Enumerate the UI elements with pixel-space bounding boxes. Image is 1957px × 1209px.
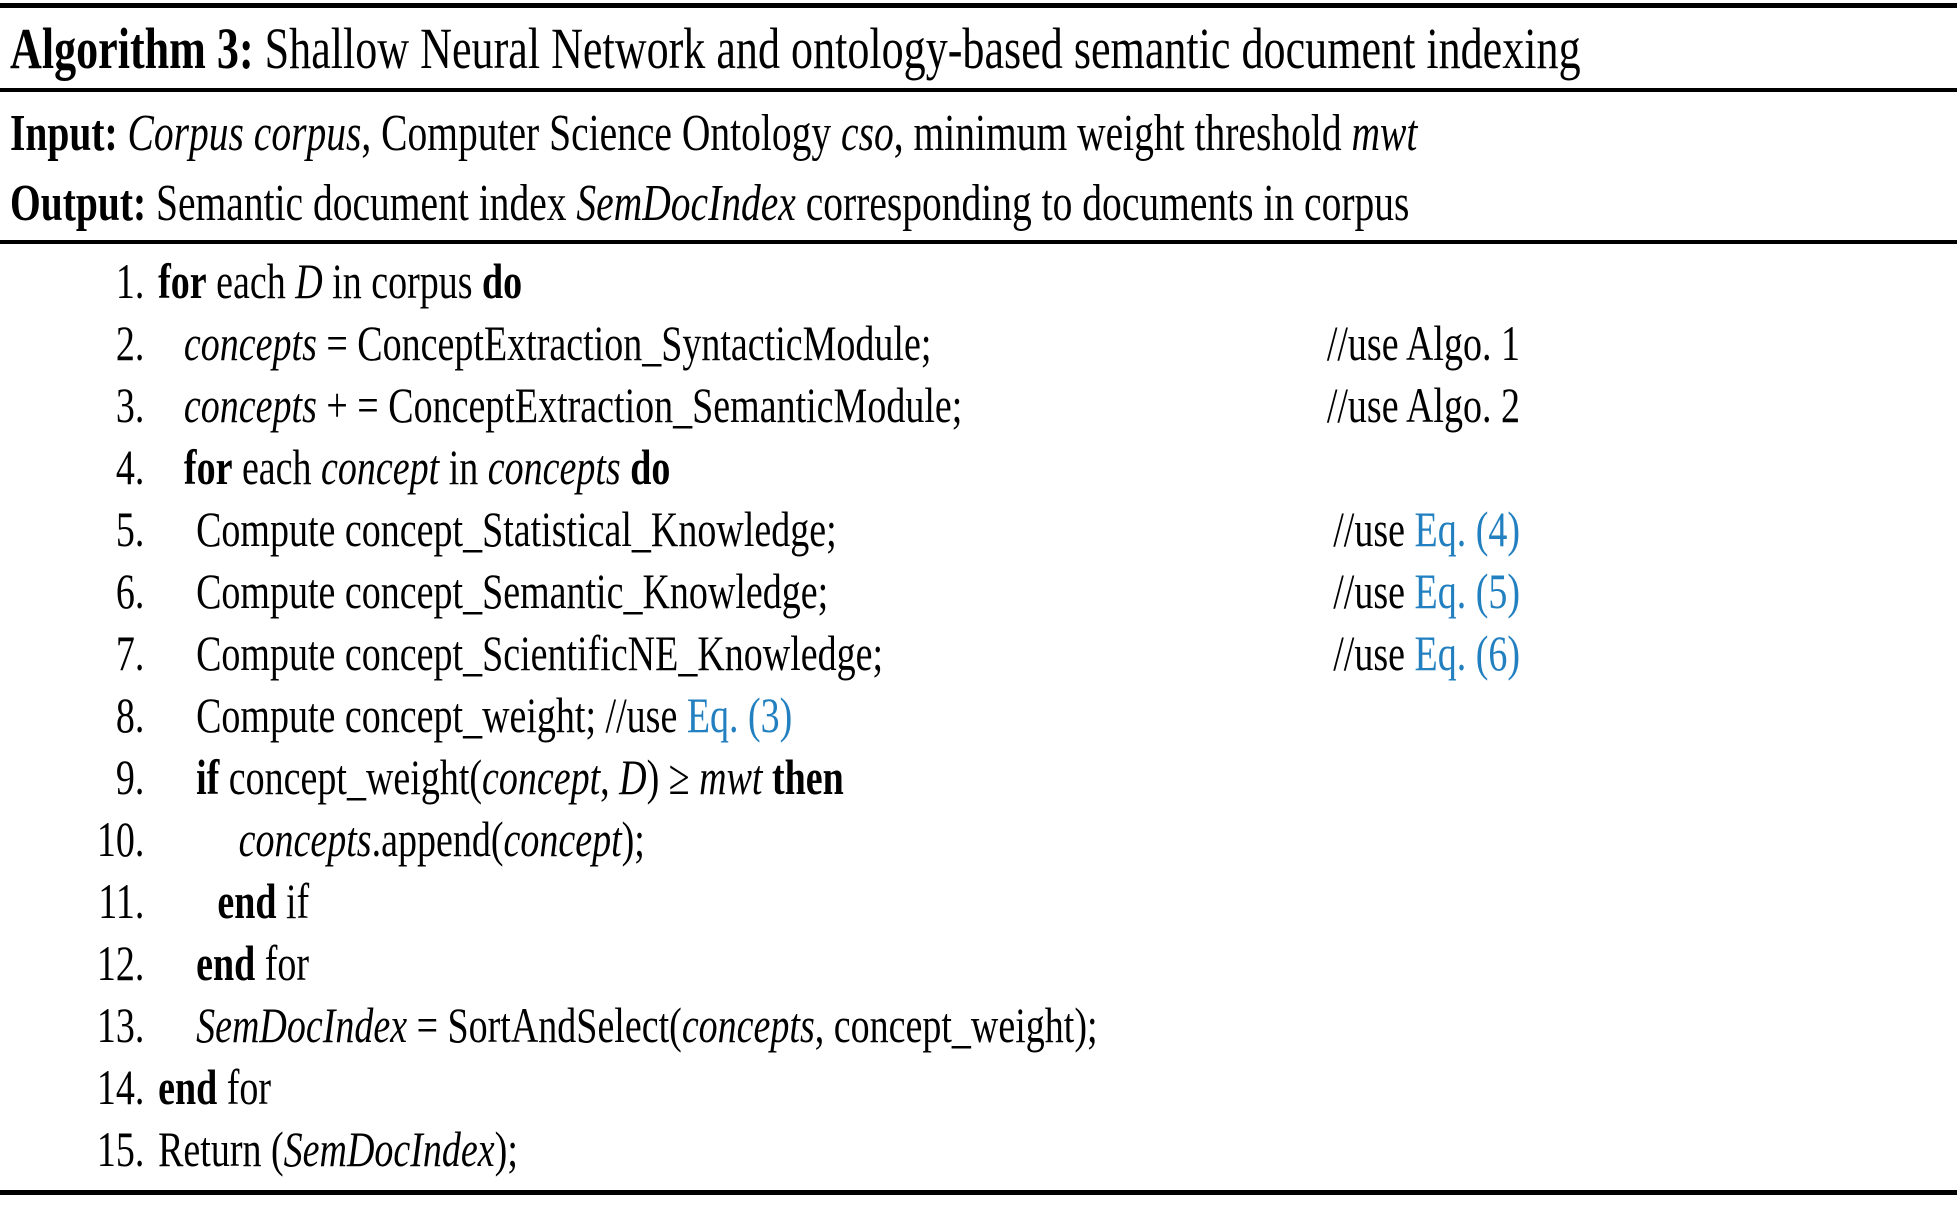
input-row xyxy=(10,98,1957,168)
line-number: 10. xyxy=(96,811,145,867)
text-segment: SemDocIndex xyxy=(283,1121,495,1177)
code-comment xyxy=(1333,498,1520,560)
code-text xyxy=(144,1056,271,1118)
line-number: 15. xyxy=(96,1121,145,1177)
text-segment: concept xyxy=(321,439,440,495)
text-segment: = ConceptExtraction_SyntacticModule; xyxy=(316,315,932,371)
text-segment: Return ( xyxy=(158,1121,284,1177)
text-segment: //use Algo. 1 xyxy=(1326,315,1520,371)
text-segment: ) ≥ xyxy=(646,749,700,805)
code-text xyxy=(144,560,828,622)
text-segment: in corpus xyxy=(322,253,483,309)
code-line xyxy=(0,746,1957,808)
code-comment xyxy=(1333,622,1520,684)
code-line xyxy=(0,374,1957,436)
text-segment: Compute concept_ScientificNE_Knowledge; xyxy=(196,625,884,681)
code-line xyxy=(0,808,1957,870)
text-segment: end xyxy=(158,1059,218,1115)
text-segment: concepts xyxy=(487,439,621,495)
bottom-rule xyxy=(0,1190,1957,1195)
text-segment: //use xyxy=(1333,563,1415,619)
line-number: 9. xyxy=(115,749,145,805)
text-segment: Compute concept_weight; //use xyxy=(196,687,687,743)
code-text xyxy=(144,312,931,374)
code-comment xyxy=(1333,560,1520,622)
text-segment: concept xyxy=(503,811,622,867)
line-number: 8. xyxy=(115,687,145,743)
text-segment: Input: xyxy=(10,104,118,162)
text-segment: concepts xyxy=(183,315,317,371)
code-text xyxy=(144,994,1097,1056)
text-segment: if xyxy=(276,873,310,929)
code-line xyxy=(0,250,1957,312)
line-number: 1. xyxy=(115,253,145,309)
code-text xyxy=(144,684,792,746)
code-line xyxy=(0,1056,1957,1118)
code-line xyxy=(0,994,1957,1056)
code-line xyxy=(0,1118,1957,1180)
text-segment: D xyxy=(295,253,323,309)
pseudocode-body xyxy=(0,244,1957,1180)
line-number: 14. xyxy=(96,1059,145,1115)
text-segment: , concept_weight); xyxy=(814,997,1098,1053)
code-line xyxy=(0,312,1957,374)
text-segment: each xyxy=(206,253,296,309)
code-line-flex xyxy=(0,746,1520,808)
code-line-flex xyxy=(0,932,1520,994)
code-text xyxy=(144,622,883,684)
text-segment: do xyxy=(482,253,523,309)
code-text xyxy=(144,1118,517,1180)
text-segment: .append( xyxy=(371,811,504,867)
code-line-flex xyxy=(0,374,1520,436)
code-line-flex xyxy=(0,808,1520,870)
code-text xyxy=(144,498,836,560)
output-line xyxy=(10,174,1409,233)
line-number: 6. xyxy=(115,563,145,619)
text-segment: do xyxy=(630,439,671,495)
code-line-flex xyxy=(0,250,1520,312)
text-segment: Semantic document index xyxy=(146,174,577,232)
text-segment: then xyxy=(771,749,844,805)
algorithm-box xyxy=(0,3,1957,1195)
text-segment: , xyxy=(600,749,620,805)
text-segment: //use Algo. 2 xyxy=(1326,377,1520,433)
text-segment: Algorithm 3: xyxy=(10,15,254,81)
text-segment: , Computer Science Ontology xyxy=(361,104,842,162)
code-text xyxy=(144,932,309,994)
code-line xyxy=(0,932,1957,994)
text-segment: each xyxy=(232,439,322,495)
text-segment: concepts xyxy=(183,377,317,433)
text-segment: SemDocIndex xyxy=(576,174,796,232)
text-segment: , minimum weight threshold xyxy=(893,104,1352,162)
text-segment xyxy=(762,749,772,805)
code-line-flex xyxy=(0,870,1520,932)
code-line xyxy=(0,622,1957,684)
text-segment: Compute concept_Semantic_Knowledge; xyxy=(196,563,829,619)
text-segment: end xyxy=(217,873,277,929)
code-line-flex xyxy=(0,684,1520,746)
text-segment: concepts xyxy=(681,997,815,1053)
line-number: 12. xyxy=(96,935,145,991)
code-line-flex xyxy=(0,560,1520,622)
text-segment xyxy=(118,105,128,162)
text-segment: end xyxy=(196,935,256,991)
code-comment xyxy=(1327,312,1520,374)
line-number: 7. xyxy=(115,625,145,681)
eq-reference-link[interactable]: Eq. (5) xyxy=(1414,563,1520,619)
text-segment: Compute concept_Statistical_Knowledge; xyxy=(196,501,837,557)
text-segment: for xyxy=(183,439,233,495)
line-number: 11. xyxy=(98,873,145,929)
code-line-flex xyxy=(0,498,1520,560)
text-segment: concepts xyxy=(238,811,372,867)
algorithm-title xyxy=(10,15,1581,82)
text-segment: for xyxy=(217,1059,272,1115)
code-line-flex xyxy=(0,1056,1520,1118)
text-segment: concept xyxy=(482,749,601,805)
code-text xyxy=(144,374,962,436)
text-segment: ); xyxy=(621,811,645,867)
text-segment: in xyxy=(439,439,488,495)
input-line xyxy=(10,104,1417,163)
code-line-flex xyxy=(0,1118,1520,1180)
line-number: 13. xyxy=(96,997,145,1053)
io-block xyxy=(0,92,1957,240)
code-text xyxy=(144,436,670,498)
code-line-flex xyxy=(0,312,1520,374)
eq-reference-link[interactable]: Eq. (3) xyxy=(686,687,793,743)
text-segment: mwt xyxy=(699,749,763,805)
line-number: 2. xyxy=(115,315,145,371)
text-segment: = SortAndSelect( xyxy=(407,997,682,1053)
code-line xyxy=(0,684,1957,746)
text-segment: ); xyxy=(494,1121,518,1177)
text-segment: cso xyxy=(841,104,894,162)
eq-reference-link[interactable]: Eq. (6) xyxy=(1414,625,1520,681)
text-segment: Shallow Neural Network and ontology-based semantic document indexing xyxy=(253,15,1581,81)
text-segment: D xyxy=(619,749,647,805)
line-number: 5. xyxy=(115,501,145,557)
text-segment: + = ConceptExtraction_SemanticModule; xyxy=(316,377,963,433)
code-line xyxy=(0,498,1957,560)
code-line-flex xyxy=(0,622,1520,684)
code-line xyxy=(0,436,1957,498)
code-text xyxy=(144,250,522,312)
text-segment: for xyxy=(255,935,310,991)
text-segment: Corpus corpus xyxy=(127,104,362,162)
output-row xyxy=(10,168,1957,238)
text-segment: //use xyxy=(1333,501,1415,557)
text-segment: mwt xyxy=(1351,104,1418,162)
text-segment: concept_weight( xyxy=(219,749,483,805)
text-segment: Output: xyxy=(10,174,147,232)
text-segment: if xyxy=(196,749,220,805)
code-comment xyxy=(1327,374,1520,436)
text-segment xyxy=(621,439,631,495)
code-line xyxy=(0,870,1957,932)
eq-reference-link[interactable]: Eq. (4) xyxy=(1414,501,1520,557)
code-line xyxy=(0,560,1957,622)
text-segment: //use xyxy=(1333,625,1415,681)
text-segment: SemDocIndex xyxy=(196,997,408,1053)
text-segment: corresponding to documents in corpus xyxy=(795,174,1410,232)
code-text xyxy=(144,808,644,870)
code-text xyxy=(144,870,309,932)
line-number: 4. xyxy=(115,439,145,495)
text-segment: for xyxy=(158,253,207,309)
code-text xyxy=(144,746,843,808)
code-line-flex xyxy=(0,994,1520,1056)
code-line-flex xyxy=(0,436,1520,498)
line-number: 3. xyxy=(115,377,145,433)
algorithm-title-row xyxy=(0,8,1957,88)
